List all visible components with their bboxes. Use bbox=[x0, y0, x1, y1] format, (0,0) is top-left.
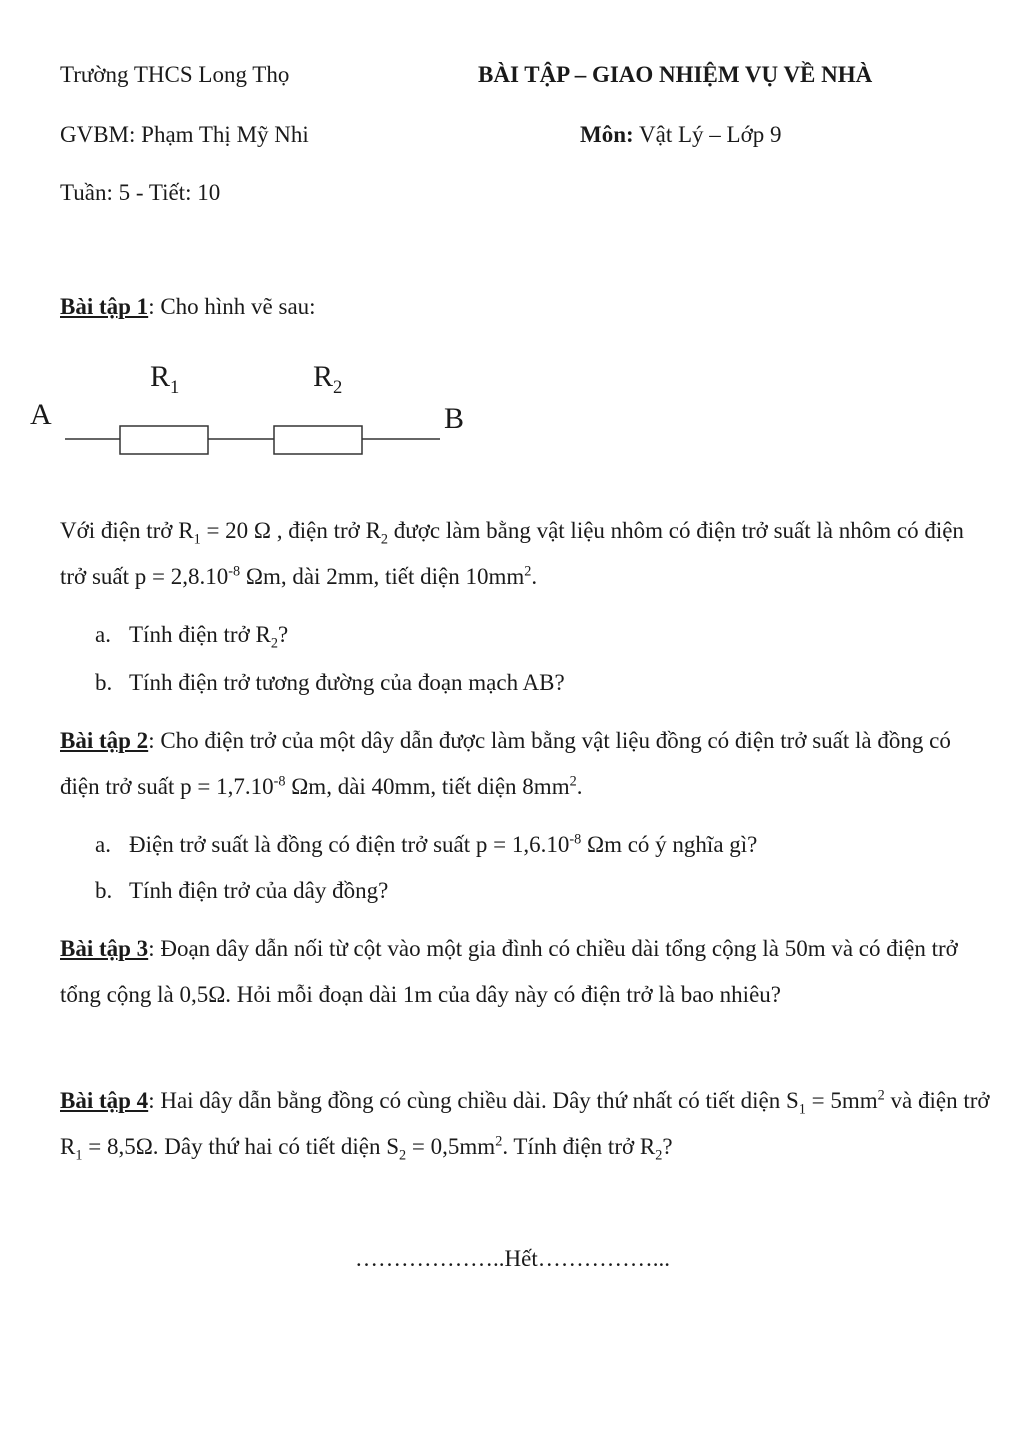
ex1-intro: : Cho hình vẽ sau: bbox=[148, 294, 316, 319]
circuit-label-a: A bbox=[30, 398, 52, 431]
resistor-r2 bbox=[274, 426, 362, 454]
end-marker: ………………..Hết……………... bbox=[355, 1246, 670, 1271]
ex3-title: Bài tập 3 bbox=[60, 936, 149, 961]
circuit-label-r1: $R_1$ bbox=[150, 360, 180, 398]
school-name: Trường THCS Long Thọ bbox=[60, 62, 290, 87]
circuit-diagram bbox=[0, 0, 500, 470]
ex1-question-b: b. Tính điện trở tương đường của đoạn mạch AB? bbox=[95, 670, 565, 695]
resistor-r1 bbox=[120, 426, 208, 454]
ex3-paragraph: Bài tập 3: Đoạn dây dẫn nối từ cột vào một gia đình có chiều dài tổng cộng là 50m và có điện trở tổng cộng là 0,5Ω. Hỏi mỗi đoạn dài 1m của dây này có điện trở là bao nhiêu? bbox=[60, 936, 958, 1007]
subject-value: Vật Lý – Lớp 9 bbox=[639, 122, 782, 147]
teacher-name: GVBM: Phạm Thị Mỹ Nhi bbox=[60, 122, 309, 147]
document-title: BÀI TẬP – GIAO NHIỆM VỤ VỀ NHÀ bbox=[478, 62, 873, 87]
circuit-label-b: B bbox=[444, 402, 465, 435]
subject-label: Môn: bbox=[580, 122, 634, 147]
week-lesson: Tuần: 5 - Tiết: 10 bbox=[60, 180, 221, 205]
ex2-paragraph: Bài tập 2: Cho điện trở của một dây dẫn được làm bằng vật liệu đồng có điện trở suất là đồng có điện trở suất $p = 1,7.10^{-8}$ Ωm, dài 40mm, tiết diện $8mm^2$. bbox=[60, 728, 951, 799]
ex1-paragraph: Với điện trở $R_1 = 20$ Ω , điện trở $R_2$ được làm bằng vật liệu nhôm có điện trở suất là nhôm có điện trở suất $p = 2,8.10^{-8}$ Ωm, dài 2mm, tiết diện $10mm^2$. bbox=[60, 518, 964, 589]
ex1-title: Bài tập 1 bbox=[60, 294, 149, 319]
ex4-paragraph: Bài tập 4: Hai dây dẫn bằng đồng có cùng chiều dài. Dây thứ nhất có tiết diện $S_1 = 5mm^2$ và điện trở $R_1 = 8,5\Omega$. Dây thứ hai có tiết diện $S_2 = 0,5mm^2$. Tính điện trở $R_2$? bbox=[60, 1087, 990, 1164]
circuit-label-r2: $R_2$ bbox=[313, 360, 343, 398]
ex1-question-a: a. Tính điện trở $R_2$? bbox=[95, 622, 289, 652]
ex2-question-a: a. Điện trở suất là đồng có điện trở suất $p = 1,6.10^{-8}$ Ωm có ý nghĩa gì? bbox=[95, 831, 758, 857]
ex4-title: Bài tập 4 bbox=[60, 1088, 149, 1113]
ex2-question-b: b. Tính điện trở của dây đồng? bbox=[95, 878, 389, 903]
ex2-title: Bài tập 2 bbox=[60, 728, 149, 753]
subject-line bbox=[580, 122, 782, 148]
